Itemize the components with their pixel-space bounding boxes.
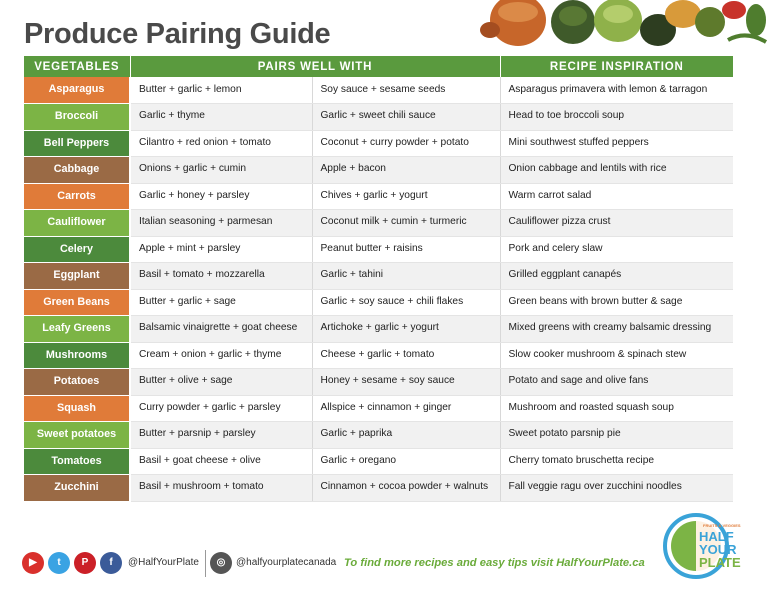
- recipe-inspiration: Cherry tomato bruschetta recipe: [500, 448, 733, 475]
- table-row: [24, 104, 733, 131]
- pairing-1: Butter + olive + sage: [130, 369, 312, 396]
- footer: [22, 550, 662, 578]
- half-your-plate-logo: [663, 513, 747, 579]
- recipe-inspiration: Grilled eggplant canapés: [500, 263, 733, 290]
- recipe-inspiration: Mini southwest stuffed peppers: [500, 130, 733, 157]
- handle-halfyourplate[interactable]: @HalfYourPlate: [128, 557, 199, 568]
- youtube-icon[interactable]: ▶: [22, 552, 44, 574]
- pairing-1: Balsamic vinaigrette + goat cheese: [130, 316, 312, 343]
- pinterest-icon[interactable]: P: [74, 552, 96, 574]
- pairing-2: Honey + sesame + soy sauce: [312, 369, 500, 396]
- vegetable-name: Bell Peppers: [24, 130, 130, 157]
- vegetables-illustration: [478, 0, 768, 55]
- table-header-row: [24, 56, 733, 77]
- pairing-1: Curry powder + garlic + parsley: [130, 395, 312, 422]
- vegetable-name: Broccoli: [24, 104, 130, 131]
- pairing-2: Cheese + garlic + tomato: [312, 342, 500, 369]
- pairing-2: Peanut butter + raisins: [312, 236, 500, 263]
- recipe-inspiration: Green beans with brown butter & sage: [500, 289, 733, 316]
- vegetable-name: Celery: [24, 236, 130, 263]
- table-row: [24, 236, 733, 263]
- table-row: [24, 210, 733, 237]
- recipe-inspiration: Warm carrot salad: [500, 183, 733, 210]
- pairing-2: Cinnamon + cocoa powder + walnuts: [312, 475, 500, 502]
- table-row: [24, 395, 733, 422]
- recipe-inspiration: Pork and celery slaw: [500, 236, 733, 263]
- recipe-inspiration: Onion cabbage and lentils with rice: [500, 157, 733, 184]
- logo-small-text: FRUITS & VEGGIES: [703, 523, 741, 528]
- table-row: [24, 475, 733, 502]
- vegetable-name: Asparagus: [24, 77, 130, 104]
- pairing-2: Coconut + curry powder + potato: [312, 130, 500, 157]
- recipe-inspiration: Slow cooker mushroom & spinach stew: [500, 342, 733, 369]
- logo-line3: PLATE: [699, 555, 741, 570]
- vegetable-name: Mushrooms: [24, 342, 130, 369]
- twitter-icon[interactable]: t: [48, 552, 70, 574]
- table-row: [24, 369, 733, 396]
- pairing-1: Italian seasoning + parmesan: [130, 210, 312, 237]
- table-row: [24, 130, 733, 157]
- pairing-1: Cream + onion + garlic + thyme: [130, 342, 312, 369]
- pairing-1: Apple + mint + parsley: [130, 236, 312, 263]
- table-row: [24, 263, 733, 290]
- recipe-inspiration: Fall veggie ragu over zucchini noodles: [500, 475, 733, 502]
- table-row: [24, 448, 733, 475]
- recipe-inspiration: Asparagus primavera with lemon & tarragon: [500, 77, 733, 104]
- vegetable-name: Eggplant: [24, 263, 130, 290]
- pairing-2: Garlic + soy sauce + chili flakes: [312, 289, 500, 316]
- table-row: [24, 157, 733, 184]
- pairing-1: Garlic + thyme: [130, 104, 312, 131]
- recipe-inspiration: Cauliflower pizza crust: [500, 210, 733, 237]
- pairing-1: Butter + parsnip + parsley: [130, 422, 312, 449]
- header-pairs: PAIRS WELL WITH: [130, 56, 500, 77]
- vegetable-name: Potatoes: [24, 369, 130, 396]
- instagram-icon[interactable]: ◎: [210, 552, 232, 574]
- pairing-2: Apple + bacon: [312, 157, 500, 184]
- table-row: [24, 422, 733, 449]
- pairing-1: Garlic + honey + parsley: [130, 183, 312, 210]
- table-row: [24, 316, 733, 343]
- handle-instagram[interactable]: @halfyourplatecanada: [236, 557, 337, 568]
- pairing-1: Onions + garlic + cumin: [130, 157, 312, 184]
- vegetable-name: Zucchini: [24, 475, 130, 502]
- pairing-table: [24, 56, 733, 502]
- vegetable-name: Carrots: [24, 183, 130, 210]
- recipe-inspiration: Head to toe broccoli soup: [500, 104, 733, 131]
- vegetable-name: Cabbage: [24, 157, 130, 184]
- pairing-2: Coconut milk + cumin + turmeric: [312, 210, 500, 237]
- pairing-1: Cilantro + red onion + tomato: [130, 130, 312, 157]
- recipe-inspiration: Potato and sage and olive fans: [500, 369, 733, 396]
- facebook-icon[interactable]: f: [100, 552, 122, 574]
- pairing-2: Garlic + oregano: [312, 448, 500, 475]
- header-vegetables: VEGETABLES: [24, 56, 130, 77]
- pairing-1: Basil + tomato + mozzarella: [130, 263, 312, 290]
- logo-line2: YOUR: [699, 542, 737, 557]
- page-title: Produce Pairing Guide: [24, 18, 331, 50]
- vegetable-name: Cauliflower: [24, 210, 130, 237]
- vegetable-name: Squash: [24, 395, 130, 422]
- pairing-2: Artichoke + garlic + yogurt: [312, 316, 500, 343]
- pairing-1: Basil + mushroom + tomato: [130, 475, 312, 502]
- vegetable-name: Tomatoes: [24, 448, 130, 475]
- pairing-1: Butter + garlic + lemon: [130, 77, 312, 104]
- recipe-inspiration: Mixed greens with creamy balsamic dressing: [500, 316, 733, 343]
- footer-tagline: To find more recipes and easy tips visit HalfYourPlate.ca: [344, 557, 645, 569]
- pairing-1: Butter + garlic + sage: [130, 289, 312, 316]
- footer-divider: [205, 550, 206, 577]
- table-row: [24, 77, 733, 104]
- pairing-2: Garlic + paprika: [312, 422, 500, 449]
- table-row: [24, 183, 733, 210]
- table-row: [24, 289, 733, 316]
- vegetable-name: Leafy Greens: [24, 316, 130, 343]
- recipe-inspiration: Mushroom and roasted squash soup: [500, 395, 733, 422]
- pairing-1: Basil + goat cheese + olive: [130, 448, 312, 475]
- pairing-2: Chives + garlic + yogurt: [312, 183, 500, 210]
- vegetable-name: Green Beans: [24, 289, 130, 316]
- vegetable-name: Sweet potatoes: [24, 422, 130, 449]
- recipe-inspiration: Sweet potato parsnip pie: [500, 422, 733, 449]
- pairing-2: Garlic + tahini: [312, 263, 500, 290]
- table-row: [24, 342, 733, 369]
- pairing-2: Allspice + cinnamon + ginger: [312, 395, 500, 422]
- pairing-2: Soy sauce + sesame seeds: [312, 77, 500, 104]
- pairing-2: Garlic + sweet chili sauce: [312, 104, 500, 131]
- header-recipe: RECIPE INSPIRATION: [500, 56, 733, 77]
- logo-line1: HALF: [699, 529, 734, 544]
